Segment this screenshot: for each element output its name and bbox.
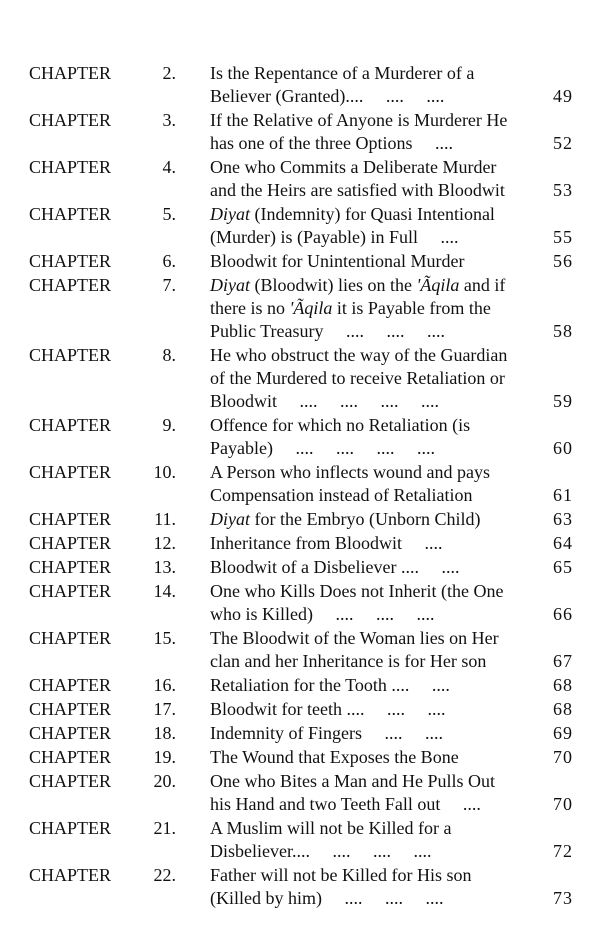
chapter-label: CHAPTER — [29, 204, 112, 224]
chapter-title-line — [210, 532, 600, 555]
chapter-number: 6. — [162, 251, 176, 271]
text-segment: Offence for which no Retaliation (is — [210, 415, 471, 435]
toc-entry — [0, 698, 600, 722]
chapter-label: CHAPTER — [29, 747, 112, 767]
toc-entry — [0, 864, 600, 911]
chapter-title — [210, 203, 600, 249]
text-segment: Bloodwit .... .... .... .... — [210, 391, 440, 411]
chapter-title — [210, 274, 600, 343]
text-segment: and the Heirs are satisfied with Bloodwit — [210, 180, 505, 200]
text-segment: One who Commits a Deliberate Murder — [210, 157, 497, 177]
italic-term: Diyat — [210, 275, 250, 295]
text-segment: A Person who inflects wound and pays — [210, 462, 490, 482]
page-number: 53 — [553, 180, 573, 200]
chapter-title-line — [210, 437, 600, 460]
page-number: 73 — [553, 888, 573, 908]
text-segment: Disbeliever.... .... .... .... — [210, 841, 432, 861]
toc-entry — [0, 156, 600, 203]
chapter-title — [210, 461, 600, 507]
chapter-title-line — [210, 840, 600, 863]
text-segment: has one of the three Options .... — [210, 133, 453, 153]
chapter-number: 19. — [153, 747, 176, 767]
chapter-title-line — [210, 320, 600, 343]
chapter-number: 16. — [153, 675, 176, 695]
chapter-title — [210, 508, 600, 531]
chapter-title-line — [210, 508, 600, 531]
chapter-number: 12. — [153, 533, 176, 553]
chapter-number: 9. — [162, 415, 176, 435]
text-segment: A Muslim will not be Killed for a — [210, 818, 452, 838]
toc-entry — [0, 746, 600, 770]
chapter-title-line — [210, 367, 600, 390]
chapter-number: 15. — [153, 628, 176, 648]
toc-entry — [0, 817, 600, 864]
chapter-title-line — [210, 62, 600, 85]
text-segment: The Bloodwit of the Woman lies on Her — [210, 628, 499, 648]
italic-term: 'Ãqila — [416, 275, 460, 295]
page-number: 55 — [553, 227, 573, 247]
chapter-title-line — [210, 793, 600, 816]
page-number: 65 — [553, 557, 573, 577]
chapter-title — [210, 156, 600, 202]
text-segment: his Hand and two Teeth Fall out .... — [210, 794, 481, 814]
chapter-title — [210, 770, 600, 816]
toc-entry — [0, 556, 600, 580]
toc-entry — [0, 461, 600, 508]
chapter-label: CHAPTER — [29, 275, 112, 295]
text-segment: One who Kills Does not Inherit (the One — [210, 581, 504, 601]
toc-entry — [0, 414, 600, 461]
chapter-number: 18. — [153, 723, 176, 743]
text-segment: Is the Repentance of a Murderer of a — [210, 63, 475, 83]
chapter-title — [210, 817, 600, 863]
page-number: 68 — [553, 699, 573, 719]
chapter-title-line — [210, 414, 600, 437]
toc-entry — [0, 674, 600, 698]
chapter-title-line — [210, 674, 600, 697]
text-segment: Public Treasury .... .... .... — [210, 321, 446, 341]
text-segment: it is Payable from the — [332, 298, 491, 318]
chapter-number: 14. — [153, 581, 176, 601]
chapter-label: CHAPTER — [29, 462, 112, 482]
chapter-label: CHAPTER — [29, 675, 112, 695]
chapter-label: CHAPTER — [29, 415, 112, 435]
chapter-title — [210, 532, 600, 555]
chapter-title-line — [210, 627, 600, 650]
chapter-title-line — [210, 746, 600, 769]
chapter-label: CHAPTER — [29, 251, 112, 271]
italic-term: Diyat — [210, 204, 250, 224]
chapter-label: CHAPTER — [29, 723, 112, 743]
page-number: 56 — [553, 251, 573, 271]
chapter-title-line — [210, 817, 600, 840]
text-segment: Compensation instead of Retaliation — [210, 485, 473, 505]
chapter-label: CHAPTER — [29, 533, 112, 553]
page-number: 52 — [553, 133, 573, 153]
chapter-label: CHAPTER — [29, 557, 112, 577]
toc-entry — [0, 580, 600, 627]
toc-entry — [0, 770, 600, 817]
toc-entry — [0, 508, 600, 532]
chapter-title-line — [210, 203, 600, 226]
chapter-title-line — [210, 226, 600, 249]
chapter-title — [210, 580, 600, 626]
page-number: 68 — [553, 675, 573, 695]
text-segment: Indemnity of Fingers .... .... — [210, 723, 443, 743]
chapter-title-line — [210, 390, 600, 413]
chapter-title-line — [210, 484, 600, 507]
text-segment: If the Relative of Anyone is Murderer He — [210, 110, 508, 130]
italic-term: 'Ãqila — [289, 298, 333, 318]
toc-entry — [0, 203, 600, 250]
chapter-label: CHAPTER — [29, 771, 112, 791]
toc-entry — [0, 722, 600, 746]
text-segment: Payable) .... .... .... .... — [210, 438, 435, 458]
text-segment: who is Killed) .... .... .... — [210, 604, 435, 624]
chapter-number: 20. — [153, 771, 176, 791]
chapter-title — [210, 250, 600, 273]
page-number: 70 — [553, 747, 573, 767]
page-number: 60 — [553, 438, 573, 458]
page-number: 49 — [553, 86, 573, 106]
chapter-number: 13. — [153, 557, 176, 577]
chapter-title-line — [210, 85, 600, 108]
text-segment: (Bloodwit) lies on the — [250, 275, 417, 295]
chapter-title — [210, 674, 600, 697]
chapter-label: CHAPTER — [29, 865, 112, 885]
chapter-label: CHAPTER — [29, 345, 112, 365]
text-segment: Father will not be Killed for His son — [210, 865, 472, 885]
text-segment: The Wound that Exposes the Bone — [210, 747, 459, 767]
text-segment: (Murder) is (Payable) in Full .... — [210, 227, 459, 247]
text-segment: Believer (Granted).... .... .... — [210, 86, 445, 106]
chapter-title — [210, 109, 600, 155]
chapter-title-line — [210, 250, 600, 273]
text-segment: One who Bites a Man and He Pulls Out — [210, 771, 495, 791]
toc-entry — [0, 532, 600, 556]
chapter-number: 17. — [153, 699, 176, 719]
chapter-title-line — [210, 156, 600, 179]
toc-entry — [0, 250, 600, 274]
chapter-number: 8. — [162, 345, 176, 365]
chapter-title — [210, 698, 600, 721]
chapter-title-line — [210, 887, 600, 910]
chapter-number: 7. — [162, 275, 176, 295]
page-number: 58 — [553, 321, 573, 341]
page-number: 66 — [553, 604, 573, 624]
chapter-title-line — [210, 274, 600, 297]
chapter-label: CHAPTER — [29, 818, 112, 838]
text-segment: there is no — [210, 298, 290, 318]
chapter-title — [210, 556, 600, 579]
page-number: 67 — [553, 651, 573, 671]
toc-entry — [0, 62, 600, 109]
text-segment: Inheritance from Bloodwit .... — [210, 533, 443, 553]
chapter-title — [210, 414, 600, 460]
chapter-label: CHAPTER — [29, 699, 112, 719]
chapter-title-line — [210, 864, 600, 887]
page-number: 64 — [553, 533, 573, 553]
text-segment: (Indemnity) for Quasi Intentional — [250, 204, 495, 224]
text-segment: and if — [459, 275, 506, 295]
chapter-title — [210, 344, 600, 413]
chapter-title-line — [210, 461, 600, 484]
toc-entry — [0, 109, 600, 156]
chapter-title — [210, 722, 600, 745]
chapter-label: CHAPTER — [29, 157, 112, 177]
chapter-label: CHAPTER — [29, 509, 112, 529]
chapter-number: 3. — [162, 110, 176, 130]
chapter-number: 4. — [162, 157, 176, 177]
chapter-number: 11. — [154, 509, 176, 529]
chapter-title-line — [210, 109, 600, 132]
chapter-title-line — [210, 603, 600, 626]
chapter-title-line — [210, 179, 600, 202]
chapter-title — [210, 746, 600, 769]
chapter-label: CHAPTER — [29, 110, 112, 130]
text-segment: for the Embryo (Unborn Child) — [250, 509, 481, 529]
chapter-title-line — [210, 722, 600, 745]
text-segment: Bloodwit for Unintentional Murder — [210, 251, 465, 271]
chapter-title-line — [210, 344, 600, 367]
text-segment: (Killed by him) .... .... .... — [210, 888, 444, 908]
toc-entry — [0, 627, 600, 674]
page-number: 63 — [553, 509, 573, 529]
text-segment: of the Murdered to receive Retaliation or — [210, 368, 505, 388]
text-segment: Bloodwit of a Disbeliever .... .... — [210, 557, 460, 577]
text-segment: He who obstruct the way of the Guardian — [210, 345, 508, 365]
toc-entry — [0, 344, 600, 414]
chapter-label: CHAPTER — [29, 63, 112, 83]
page-number: 59 — [553, 391, 573, 411]
chapter-title — [210, 62, 600, 108]
chapter-number: 2. — [162, 63, 176, 83]
page-number: 72 — [553, 841, 573, 861]
chapter-title-line — [210, 650, 600, 673]
chapter-number: 10. — [153, 462, 176, 482]
chapter-title — [210, 864, 600, 910]
page-number: 61 — [553, 485, 573, 505]
page-number: 70 — [553, 794, 573, 814]
chapter-number: 21. — [153, 818, 176, 838]
text-segment: clan and her Inheritance is for Her son — [210, 651, 487, 671]
chapter-label: CHAPTER — [29, 628, 112, 648]
page-number: 69 — [553, 723, 573, 743]
chapter-title-line — [210, 580, 600, 603]
chapter-label: CHAPTER — [29, 581, 112, 601]
chapter-number: 22. — [153, 865, 176, 885]
text-segment: Bloodwit for teeth .... .... .... — [210, 699, 446, 719]
chapter-title-line — [210, 770, 600, 793]
chapter-number: 5. — [162, 204, 176, 224]
chapter-title-line — [210, 132, 600, 155]
toc-entry — [0, 274, 600, 344]
chapter-title-line — [210, 297, 600, 320]
chapter-title-line — [210, 556, 600, 579]
chapter-title-line — [210, 698, 600, 721]
table-of-contents — [0, 62, 600, 911]
text-segment: Retaliation for the Tooth .... .... — [210, 675, 450, 695]
chapter-title — [210, 627, 600, 673]
italic-term: Diyat — [210, 509, 250, 529]
